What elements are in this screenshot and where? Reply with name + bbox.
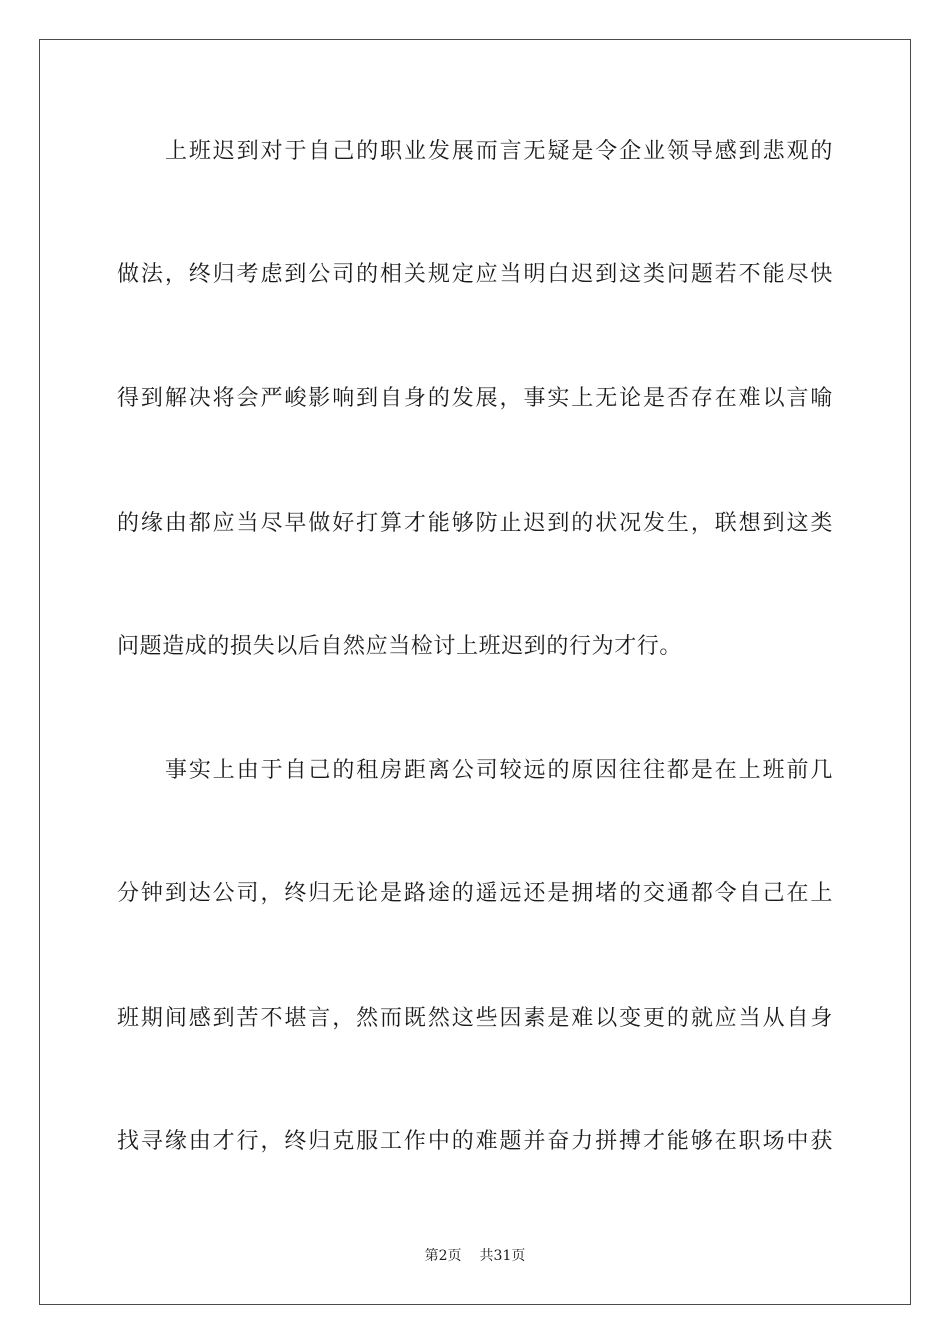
page-number: 第2页 — [424, 1248, 462, 1264]
paragraph-1-line-3: 得到解决将会严峻影响到自身的发展，事实上无论是否存在难以言喻 — [117, 386, 833, 411]
paragraph-2-line-4: 找寻缘由才行，终归克服工作中的难题并奋力拼搏才能够在职场中获 — [117, 1129, 833, 1154]
paragraph-2-line-1: 事实上由于自己的租房距离公司较远的原因往往都是在上班前几 — [165, 758, 833, 783]
page-total: 共31页 — [479, 1248, 526, 1264]
page-border — [39, 39, 911, 1305]
paragraph-1-line-5: 问题造成的损失以后自然应当检讨上班迟到的行为才行。 — [117, 634, 683, 659]
paragraph-1-line-2: 做法，终归考虑到公司的相关规定应当明白迟到这类问题若不能尽快 — [117, 262, 833, 287]
paragraph-2-line-2: 分钟到达公司，终归无论是路途的遥远还是拥堵的交通都令自己在上 — [117, 881, 833, 906]
paragraph-1-line-4: 的缘由都应当尽早做好打算才能够防止迟到的状况发生，联想到这类 — [117, 511, 833, 536]
page-footer — [0, 1247, 950, 1265]
paragraph-2-line-3: 班期间感到苦不堪言，然而既然这些因素是难以变更的就应当从自身 — [117, 1006, 833, 1031]
paragraph-1-line-1: 上班迟到对于自己的职业发展而言无疑是令企业领导感到悲观的 — [165, 139, 833, 164]
